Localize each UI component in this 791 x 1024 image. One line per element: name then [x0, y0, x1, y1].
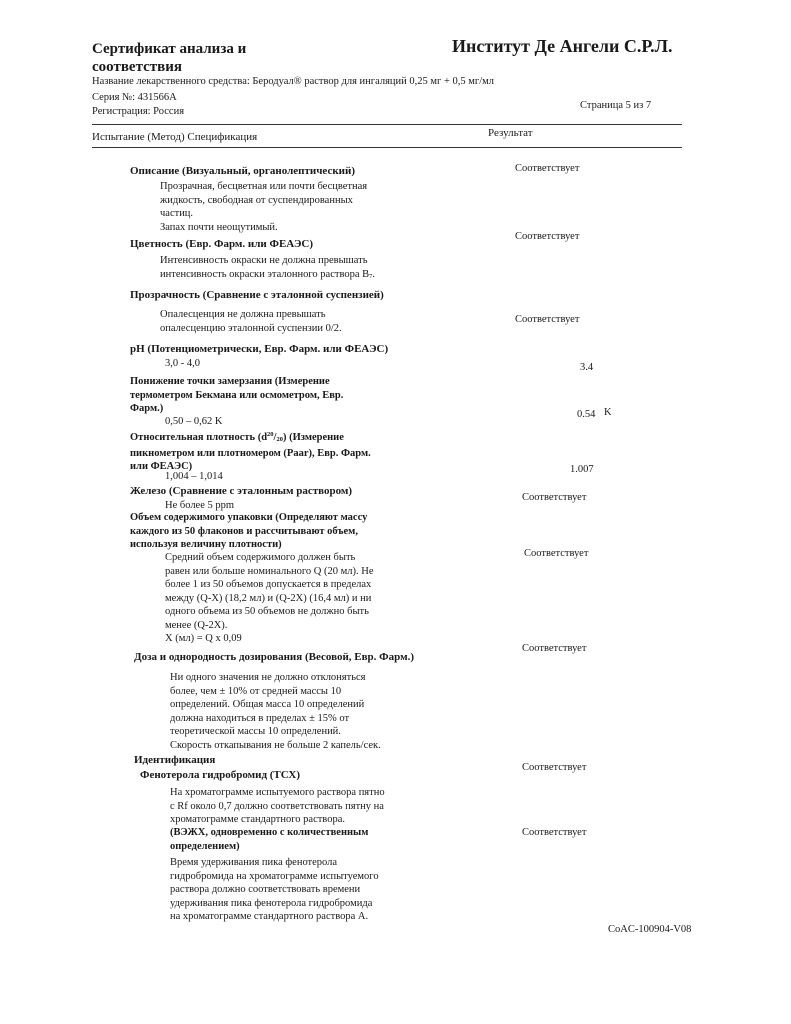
- spec-line: одного объема из 50 объемов не должно быть: [165, 606, 369, 617]
- result-color: Соответствует: [515, 231, 580, 242]
- spec-color: [160, 254, 375, 283]
- spec-line: Запах почти неощутимый.: [160, 221, 278, 233]
- spec-text: .: [372, 268, 375, 280]
- page-number: Страница 5 из 7: [580, 100, 652, 111]
- test-title-density: [130, 428, 371, 474]
- spec-line: более 1 из 50 объемов допускается в пределах: [165, 579, 372, 590]
- test-title-volume: [130, 511, 367, 552]
- test-title-description: Описание (Визуальный, органолептический): [130, 165, 356, 177]
- title-line: используя величину плотности): [130, 539, 282, 550]
- spec-hplc: [170, 856, 379, 924]
- spec-line: Интенсивность окраски не должна превышать: [160, 255, 368, 266]
- result-tlc: Соответствует: [522, 762, 587, 773]
- test-title-color: Цветность (Евр. Фарм. или ФЕАЭС): [130, 238, 314, 250]
- spec-line: Скорость откапывания не больше 2 капель/сек.: [170, 739, 381, 751]
- spec-line: частиц.: [160, 208, 194, 219]
- test-title-freezing: [130, 375, 343, 416]
- column-test-header: Испытание (Метод) Спецификация: [92, 131, 258, 143]
- spec-text: интенсивность окраски эталонного раствора B: [160, 268, 370, 280]
- title-line: или ФЕАЭС): [130, 461, 193, 472]
- spec-line: с Rf около 0,7 должно соответствовать пятну на: [170, 800, 384, 812]
- spec-dose: [170, 671, 381, 752]
- title-text: ) (Измерение: [282, 432, 344, 443]
- drug-name: Название лекарственного средства: Беродуал® раствор для ингаляций 0,25 мг + 0,5 мг/мл: [92, 76, 495, 87]
- title-text: /: [273, 432, 277, 443]
- spec-line: определений. Общая масса 10 определений: [170, 699, 365, 710]
- result-iron: Соответствует: [522, 492, 587, 503]
- test-title-iron: Железо (Сравнение с эталонным раствором): [130, 485, 353, 497]
- test-title-hplc: [170, 826, 368, 853]
- spec-line: X (мл) = Q x 0,09: [165, 633, 242, 644]
- spec-line: удерживания пика фенотерола гидробромида: [170, 897, 373, 909]
- spec-line: На хроматограмме испытуемого раствора пятно: [170, 787, 385, 798]
- spec-description: [160, 180, 367, 234]
- spec-line: теоретической массы 10 определений.: [170, 726, 341, 737]
- spec-line: менее (Q-2X).: [165, 619, 228, 631]
- spec-iron: Не более 5 ppm: [165, 500, 235, 511]
- spec-line: хроматограмме стандартного раствора.: [170, 814, 345, 825]
- test-title-identification: Идентификация: [134, 754, 216, 766]
- result-freezing-unit: K: [604, 407, 612, 418]
- spec-density: 1,004 – 1,014: [165, 471, 223, 482]
- header-divider-bottom: [92, 147, 682, 148]
- spec-clarity: [160, 308, 342, 335]
- series-number: Серия №: 431566A: [92, 92, 177, 103]
- spec-line: жидкость, свободная от суспендированных: [160, 194, 353, 206]
- title-line: (ВЭЖХ, одновременно с количественным: [170, 827, 369, 838]
- spec-ph: 3,0 - 4,0: [165, 358, 200, 369]
- spec-line: [160, 268, 375, 284]
- institute-name: Институт Де Ангели С.Р.Л.: [452, 36, 673, 56]
- test-subtitle-tlc: Фенотерола гидробромид (ТСХ): [140, 769, 301, 781]
- title-line: Фарм.): [130, 403, 164, 414]
- spec-line: Средний объем содержимого должен быть: [165, 552, 356, 563]
- title-line: [130, 428, 371, 447]
- spec-line: должна находиться в пределах ± 15% от: [170, 712, 350, 724]
- spec-line: опалесценцию эталонной суспензии 0/2.: [160, 322, 342, 334]
- spec-line: Прозрачная, бесцветная или почти бесцветная: [160, 181, 368, 192]
- title-line: Понижение точки замерзания (Измерение: [130, 376, 330, 387]
- test-title-clarity: Прозрачность (Сравнение с эталонной суспензией): [130, 289, 384, 301]
- superscript: 20: [267, 431, 274, 438]
- spec-line: между (Q-X) (18,2 мл) и (Q-2X) (16,4 мл) и ни: [165, 592, 372, 604]
- spec-line: гидробромида на хроматограмме испытуемого: [170, 870, 379, 882]
- certificate-title-line1: Сертификат анализа и: [92, 41, 247, 57]
- title-line: термометром Бекмана или осмометром, Евр.: [130, 389, 344, 401]
- header-divider-top: [92, 124, 682, 125]
- spec-freezing: 0,50 – 0,62 K: [165, 416, 223, 427]
- spec-line: более, чем ± 10% от средней массы 10: [170, 685, 342, 697]
- test-title-ph: pH (Потенциометрически, Евр. Фарм. или ФЕАЭС): [130, 343, 389, 355]
- certificate-title-line2: соответствия: [92, 59, 183, 75]
- test-title-dose: Доза и однородность дозирования (Весовой, Евр. Фарм.): [134, 651, 414, 663]
- title-line: Объем содержимого упаковки (Определяют массу: [130, 512, 368, 523]
- title-line: пикнометром или плотномером (Paar), Евр. Фарм.: [130, 447, 371, 459]
- column-result-header: Результат: [488, 127, 533, 139]
- result-description: Соответствует: [515, 163, 580, 174]
- spec-line: раствора должно соответствовать времени: [170, 884, 361, 895]
- spec-line: Время удерживания пика фенотерола: [170, 857, 338, 868]
- spec-line: на хроматограмме стандартного раствора А.: [170, 911, 369, 922]
- result-dose: Соответствует: [522, 643, 587, 654]
- document-code: CoAC-100904-V08: [608, 924, 692, 935]
- spec-line: Ни одного значения не должно отклоняться: [170, 672, 366, 683]
- title-line: определением): [170, 840, 240, 852]
- result-density: 1.007: [570, 464, 594, 475]
- spec-line: Опалесценция не должна превышать: [160, 309, 326, 320]
- subscript: 20: [276, 436, 283, 443]
- spec-volume: [165, 551, 374, 646]
- registration: Регистрация: Россия: [92, 106, 185, 117]
- spec-line: равен или больше номинального Q (20 мл). Не: [165, 565, 374, 577]
- result-freezing: 0.54: [577, 409, 596, 420]
- spec-tlc: [170, 786, 385, 827]
- result-ph: 3.4: [580, 362, 594, 373]
- result-clarity: Соответствует: [515, 314, 580, 325]
- title-text: Относительная плотность (d: [130, 432, 268, 443]
- result-hplc: Соответствует: [522, 827, 587, 838]
- title-line: каждого из 50 флаконов и рассчитывают объем,: [130, 525, 358, 537]
- subscript: 7: [369, 272, 373, 280]
- result-volume: Соответствует: [524, 548, 589, 559]
